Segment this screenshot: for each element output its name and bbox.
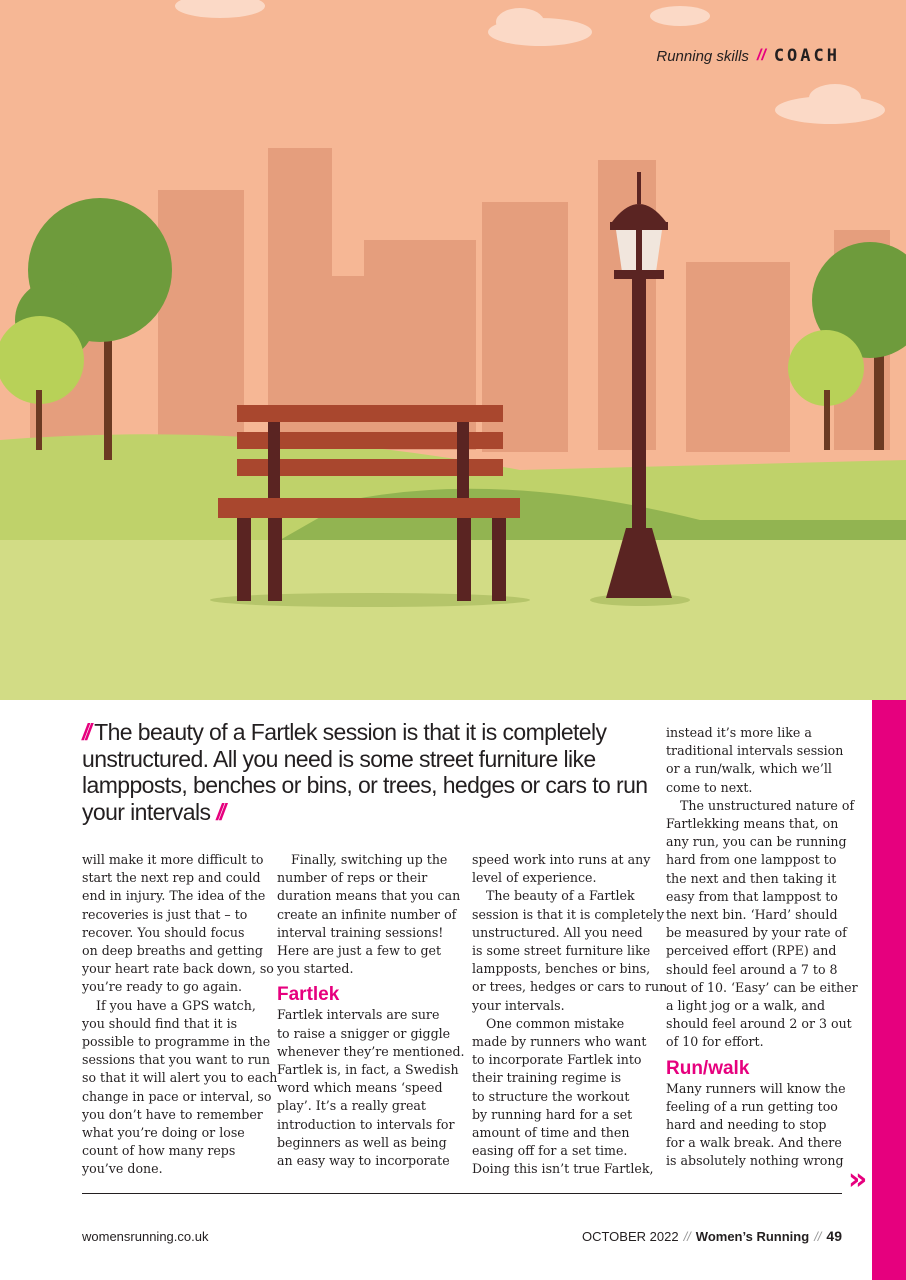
text-line: Fartlek is, in fact, a Swedish — [277, 1062, 459, 1078]
footer-separator: // — [814, 1228, 822, 1244]
body-column-1 — [82, 851, 278, 1179]
text-line: to incorporate Fartlek into — [472, 1052, 642, 1068]
magazine-name: Women’s Running — [695, 1228, 810, 1244]
subheading-run-walk: Run/walk — [666, 1057, 750, 1079]
paragraph — [277, 851, 461, 978]
text-line: any run, you can be running — [666, 834, 847, 850]
text-line: change in pace or interval, so — [82, 1088, 272, 1104]
text-line: you should find that it is — [82, 1015, 238, 1031]
quote-close-mark: // — [216, 798, 223, 825]
footer-separator: // — [683, 1228, 691, 1244]
text-line: number of reps or their — [277, 870, 428, 886]
text-line: Fartlek intervals are sure — [277, 1007, 440, 1023]
section-label: Running skills — [656, 47, 749, 65]
text-line: for a walk break. And there — [666, 1135, 842, 1151]
footer-issue-info — [582, 1228, 842, 1244]
text-line: made by runners who want — [472, 1034, 647, 1050]
text-line: amount of time and then — [472, 1125, 630, 1141]
text-line: should feel around a 7 to 8 — [666, 961, 838, 977]
text-line: count of how many reps — [82, 1143, 236, 1159]
text-line: the next and then taking it — [666, 870, 837, 886]
paragraph — [472, 1015, 652, 1179]
text-line: be measured by your rate of — [666, 925, 847, 941]
text-line: traditional intervals session — [666, 743, 844, 759]
text-line: start the next rep and could — [82, 870, 261, 886]
paragraph — [277, 1006, 465, 1170]
text-line: interval training sessions! — [277, 924, 444, 940]
issue-date: OCTOBER 2022 — [581, 1228, 679, 1244]
pull-quote — [82, 719, 662, 825]
text-line: of 10 for effort. — [666, 1034, 764, 1050]
text-line: One common mistake — [486, 1015, 625, 1031]
text-line: or trees, hedges or cars to run — [472, 979, 668, 995]
text-line: possible to programme in the — [82, 1034, 271, 1050]
text-line: session is that it is completely — [472, 906, 665, 922]
text-line: to structure the workout — [472, 1088, 630, 1104]
text-line: hard from one lamppost to — [666, 852, 837, 868]
text-line: beginners as well as being — [277, 1134, 447, 1150]
text-line: so that it will alert you to each — [82, 1070, 278, 1086]
quote-open-mark: // — [82, 719, 89, 745]
text-line: is absolutely nothing wrong — [666, 1153, 844, 1169]
text-line: their training regime is — [472, 1070, 622, 1086]
page-number: 49 — [826, 1228, 842, 1244]
text-line: an easy way to incorporate — [277, 1153, 450, 1169]
text-line: recoveries is just that – to — [82, 906, 248, 922]
subheading-fartlek: Fartlek — [277, 984, 340, 1006]
text-line: Here are just a few to get — [277, 943, 442, 959]
text-line: perceived effort (RPE) and — [666, 943, 837, 959]
text-line: or a run/walk, which we’ll — [666, 761, 832, 777]
text-line: you’re ready to go again. — [82, 979, 242, 995]
text-line: recover. You should focus — [82, 924, 245, 940]
text-line: feeling of a run getting too — [666, 1098, 838, 1114]
paragraph — [472, 887, 668, 1014]
text-line: The beauty of a Fartlek — [486, 888, 635, 904]
text-line: level of experience. — [472, 870, 597, 886]
text-line: you’ve done. — [82, 1161, 163, 1177]
text-line: you started. — [277, 961, 354, 977]
text-line: your heart rate back down, so — [82, 961, 274, 977]
text-line: by running hard for a set — [472, 1106, 633, 1122]
body-column-3 — [472, 851, 668, 1179]
text-line: speed work into runs at any — [472, 852, 651, 867]
pull-quote-text: The beauty of a Fartlek session is that it is completely unstructured. All you need is some street furniture like lampposts, benches or bins, or trees, hedges or cars to run your intervals — [82, 719, 648, 825]
paragraph — [82, 997, 278, 1179]
text-line: instead it’s more like a — [666, 725, 812, 740]
text-line: come to next. — [666, 779, 753, 795]
text-line: you don’t have to remember — [82, 1106, 263, 1122]
text-line: duration means that you can — [277, 888, 461, 904]
header-separator: // — [756, 47, 766, 64]
body-column-4 — [666, 724, 858, 1171]
paragraph — [472, 851, 652, 887]
text-line: what you’re doing or lose — [82, 1125, 245, 1141]
text-line: The unstructured nature of — [680, 797, 855, 813]
footer-website: womensrunning.co.uk — [82, 1229, 209, 1244]
continue-arrow-icon: » — [848, 1162, 868, 1197]
text-line: introduction to intervals for — [277, 1116, 455, 1132]
body-column-2 — [277, 851, 465, 1170]
text-line: should feel around 2 or 3 out — [666, 1016, 852, 1032]
text-line: lampposts, benches or bins, — [472, 961, 651, 977]
footer-rule — [82, 1193, 842, 1194]
accent-side-bar — [872, 700, 906, 1280]
text-line: end in injury. The idea of the — [82, 888, 266, 904]
text-line: hard and needing to stop — [666, 1117, 827, 1133]
text-line: Finally, switching up the — [291, 852, 448, 867]
text-line: is some street furniture like — [472, 943, 651, 959]
paragraph — [666, 797, 858, 1052]
text-line: If you have a GPS watch, — [96, 997, 256, 1013]
text-line: the next bin. ‘Hard’ should — [666, 907, 838, 923]
text-line: out of 10. ‘Easy’ can be either — [666, 979, 858, 995]
text-line: create an infinite number of — [277, 906, 457, 922]
text-line: will make it more difficult to — [82, 852, 264, 867]
text-line: easing off for a set time. — [472, 1143, 628, 1159]
text-line: your intervals. — [472, 997, 565, 1013]
text-line: whenever they’re mentioned. — [277, 1043, 465, 1059]
text-line: sessions that you want to run — [82, 1052, 270, 1068]
text-line: unstructured. All you need — [472, 924, 643, 940]
paragraph — [666, 724, 846, 797]
text-line: easy from that lamppost to — [666, 888, 838, 904]
text-line: Many runners will know the — [666, 1080, 846, 1096]
text-line: on deep breaths and getting — [82, 943, 263, 959]
section-title: COACH — [773, 46, 840, 66]
text-line: to raise a snigger or giggle — [277, 1025, 451, 1041]
paragraph — [82, 851, 274, 997]
paragraph — [666, 1080, 846, 1171]
text-line: play’. It’s a really great — [277, 1098, 426, 1114]
text-line: Doing this isn’t true Fartlek, — [472, 1161, 654, 1177]
page-header — [656, 46, 840, 66]
text-line: a light jog or a walk, and — [666, 998, 826, 1014]
text-line: word which means ‘speed — [277, 1080, 443, 1096]
text-line: Fartlekking means that, on — [666, 816, 839, 832]
